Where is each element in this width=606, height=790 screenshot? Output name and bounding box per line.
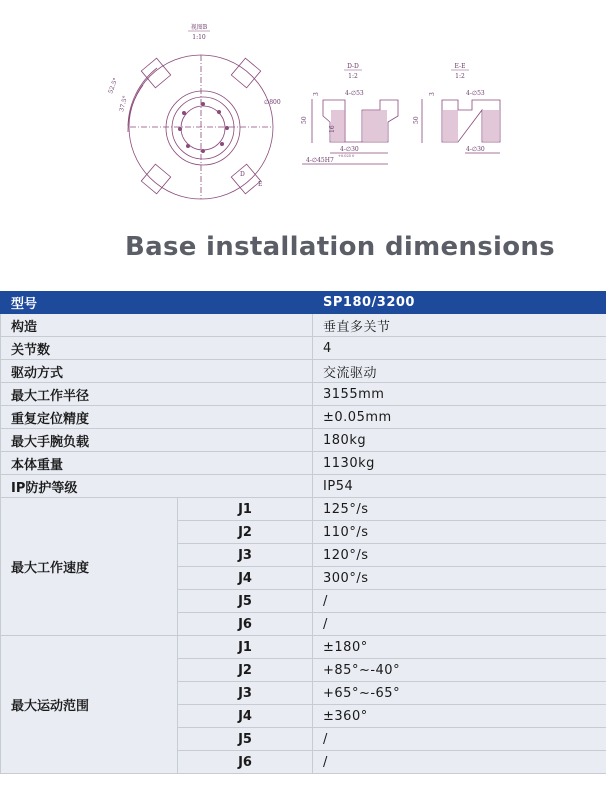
installation-drawing (0, 0, 606, 200)
table-row (1, 383, 606, 406)
row-label: 本体重量 (1, 452, 313, 475)
row-value: IP54 (313, 475, 606, 498)
view-b-label: 视图B (190, 24, 208, 31)
table-row (1, 429, 606, 452)
row-value: ±0.05mm (313, 406, 606, 429)
section-ee-depth: 3 (429, 92, 436, 96)
joint-label: J5 (178, 590, 313, 613)
section-ee-height: 50 (413, 116, 420, 124)
joint-value: 110°/s (313, 521, 606, 544)
joint-label: J2 (178, 521, 313, 544)
section-ee-bottom-hole: 4-∅30 (466, 146, 485, 153)
joint-label: J4 (178, 705, 313, 728)
angle-label-1: 52.5° (107, 76, 120, 95)
section-mark-d: D (240, 171, 245, 178)
row-value: 1130kg (313, 452, 606, 475)
section-dd-top-hole: 4-∅53 (345, 90, 364, 97)
joint-value: 300°/s (313, 567, 606, 590)
section-ee-title: E-E (454, 63, 466, 70)
joint-label: J6 (178, 613, 313, 636)
row-label: 关节数 (1, 337, 313, 360)
joint-value: 125°/s (313, 498, 606, 521)
section-dd-bottom-hole: 4-∅30 (340, 146, 359, 153)
joint-value: +65°~-65° (313, 682, 606, 705)
joint-label: J3 (178, 544, 313, 567)
joint-label: J1 (178, 636, 313, 659)
spec-table (0, 291, 606, 774)
table-row (1, 337, 606, 360)
joint-value: / (313, 613, 606, 636)
joint-value: ±360° (313, 705, 606, 728)
section-dd-fit: 4-∅45H7 (306, 157, 334, 164)
page-title: Base installation dimensions (125, 232, 555, 262)
joint-label: J4 (178, 567, 313, 590)
row-value: 180kg (313, 429, 606, 452)
section-ee-scale: 1:2 (455, 73, 465, 80)
row-value: 3155mm (313, 383, 606, 406)
joint-label: J6 (178, 751, 313, 774)
section-ee-top-hole: 4-∅53 (466, 90, 485, 97)
joint-label: J5 (178, 728, 313, 751)
joint-label: J2 (178, 659, 313, 682)
joint-value: 120°/s (313, 544, 606, 567)
section-dd-inner: 16 (329, 125, 336, 133)
row-label: 最大手腕负载 (1, 429, 313, 452)
angle-label-2: 37.5° (118, 94, 130, 113)
table-header-row (1, 292, 606, 314)
header-value: SP180/3200 (313, 292, 606, 314)
range-group-label: 最大运动范围 (1, 636, 178, 774)
section-dd-depth: 3 (313, 92, 320, 96)
section-dd-title: D-D (347, 63, 359, 70)
joint-value: ±180° (313, 636, 606, 659)
joint-label: J1 (178, 498, 313, 521)
table-row (1, 636, 606, 659)
table-row (1, 406, 606, 429)
joint-label: J3 (178, 682, 313, 705)
row-value: 垂直多关节 (313, 314, 606, 337)
row-label: 驱动方式 (1, 360, 313, 383)
joint-value: +85°~-40° (313, 659, 606, 682)
section-dd-scale: 1:2 (348, 73, 358, 80)
section-dd-height: 50 (301, 116, 308, 124)
diameter-label: ∅800 (264, 99, 281, 106)
view-b-scale: 1:10 (192, 34, 206, 41)
row-label: 最大工作半径 (1, 383, 313, 406)
table-row (1, 360, 606, 383)
section-dd-fit-tol: +0.025 0 (338, 154, 355, 158)
row-label: 重复定位精度 (1, 406, 313, 429)
section-mark-e: E (258, 181, 263, 188)
header-label: 型号 (1, 292, 313, 314)
joint-value: / (313, 751, 606, 774)
row-label: 构造 (1, 314, 313, 337)
row-value: 交流驱动 (313, 360, 606, 383)
row-label: IP防护等级 (1, 475, 313, 498)
joint-value: / (313, 728, 606, 751)
table-row (1, 475, 606, 498)
row-value: 4 (313, 337, 606, 360)
speed-group-label: 最大工作速度 (1, 498, 178, 636)
table-row (1, 314, 606, 337)
table-row (1, 498, 606, 521)
table-row (1, 452, 606, 475)
joint-value: / (313, 590, 606, 613)
